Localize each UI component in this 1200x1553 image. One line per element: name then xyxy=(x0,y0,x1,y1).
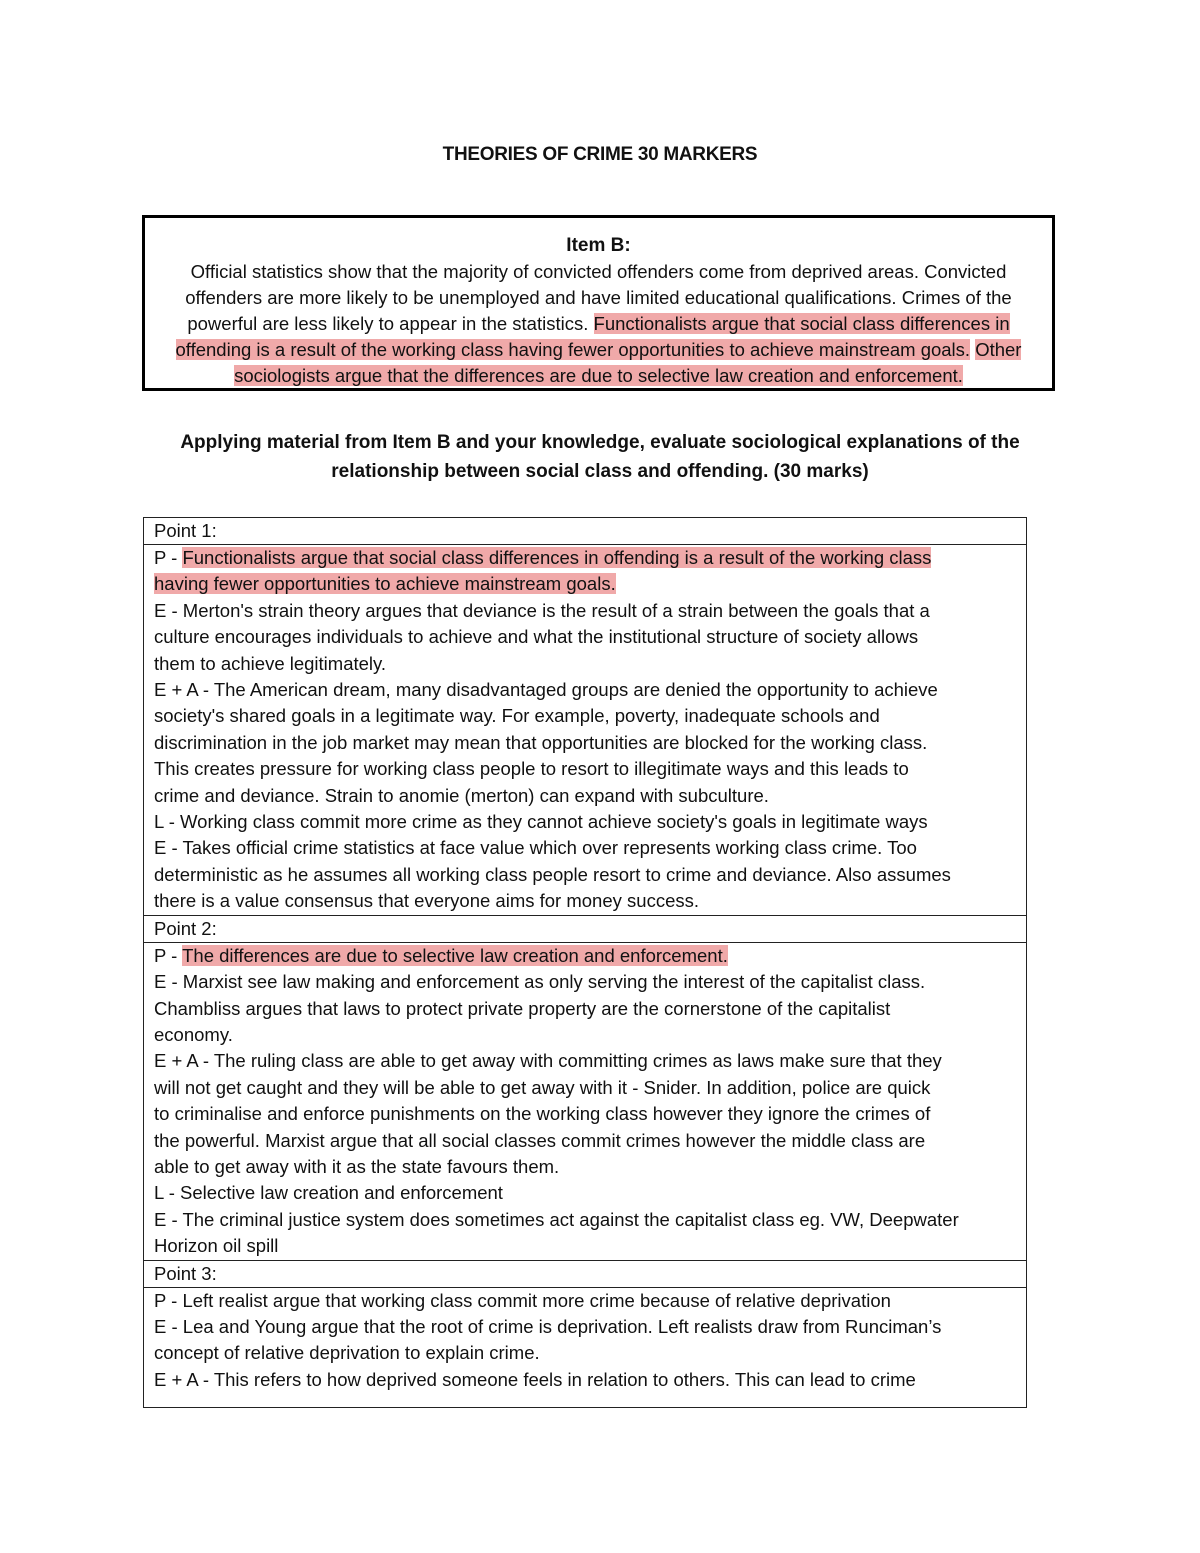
point-line: E - Marxist see law making and enforcement as only serving the interest of the capitalist class. xyxy=(154,971,926,993)
item-b-highlight-selective-law: Other sociologists argue that the differences are due to selective law creation and enforcement. xyxy=(234,339,1022,386)
point-2-header xyxy=(144,915,1026,942)
point-line: Chambliss argues that laws to protect private property are the cornerstone of the capitalist xyxy=(154,997,891,1019)
point-line: deterministic as he assumes all working class people resort to crime and deviance. Also assumes xyxy=(154,863,951,885)
point-line: E + A - This refers to how deprived someone feels in relation to others. This can lead to crime xyxy=(154,1368,916,1390)
point-line: able to get away with it as the state favours them. xyxy=(154,1155,560,1177)
point-3-body xyxy=(144,1287,1026,1408)
point-1-header xyxy=(144,518,1026,544)
point-line: E - Takes official crime statistics at face value which over represents working class crime. Too xyxy=(154,837,917,859)
point-line: to criminalise and enforce punishments on the working class however they ignore the crimes of xyxy=(154,1103,931,1125)
point-highlight: Functionalists argue that social class differences in offending is a result of the working class xyxy=(182,547,932,568)
point-3-header xyxy=(144,1260,1026,1287)
point-line: the powerful. Marxist argue that all social classes commit crimes however the middle class are xyxy=(154,1129,926,1151)
point-line: L - Selective law creation and enforcement xyxy=(154,1182,503,1204)
point-line: Horizon oil spill xyxy=(154,1235,279,1257)
point-label: Point 3: xyxy=(154,1262,217,1284)
point-line: concept of relative deprivation to explain crime. xyxy=(154,1342,540,1364)
point-line xyxy=(154,943,1016,969)
point-line: there is a value consensus that everyone aims for money success. xyxy=(154,890,699,912)
point-line: E - Lea and Young argue that the root of crime is deprivation. Left realists draw from Runciman’s xyxy=(154,1315,942,1337)
points-table xyxy=(143,517,1027,1408)
point-label: Point 1: xyxy=(154,520,217,541)
item-b-highlight-functionalists: Functionalists argue that social class differences in offending is a result of the working class having fewer opportunities to achieve mainstream goals. xyxy=(175,313,1010,360)
point-line: society's shared goals in a legitimate way. For example, poverty, inadequate schools and xyxy=(154,705,880,727)
essay-question xyxy=(0,428,1200,486)
point-line: This creates pressure for working class people to resort to illegitimate ways and this leads to xyxy=(154,758,909,780)
document-title: THEORIES OF CRIME 30 MARKERS xyxy=(442,144,758,165)
point-2-body xyxy=(144,942,1026,1260)
item-b-heading: Item B: xyxy=(566,235,631,256)
point-line: E + A - The ruling class are able to get away with committing crimes as laws make sure that they xyxy=(154,1050,942,1072)
point-line: culture encourages individuals to achieve and what the institutional structure of society allows xyxy=(154,626,919,648)
point-highlight: having fewer opportunities to achieve mainstream goals. xyxy=(154,573,616,595)
point-line: E + A - The American dream, many disadvantaged groups are denied the opportunity to achieve xyxy=(154,679,938,701)
point-line: discrimination in the job market may mean that opportunities are blocked for the working class. xyxy=(154,731,928,753)
p-prefix: P - xyxy=(154,944,183,966)
point-line xyxy=(154,571,1016,597)
item-b-plain-text: Official statistics show that the majority of convicted offenders come from deprived areas. Convicted offenders are more likely to be unemployed and have limited educational qualifications. Crimes of the powerful are less likely to appear in the statistics. xyxy=(185,261,1012,334)
item-b-box xyxy=(142,215,1055,391)
point-line: will not get caught and they will be able to get away with it - Snider. In addition, police are quick xyxy=(154,1076,931,1098)
question-line: Applying material from Item B and your knowledge, evaluate sociological explanations of the xyxy=(180,432,1020,453)
point-highlight: The differences are due to selective law creation and enforcement. xyxy=(182,944,728,966)
item-b-text xyxy=(145,259,1052,389)
point-line xyxy=(154,545,1016,571)
p-prefix: P - xyxy=(154,547,183,568)
point-line: economy. xyxy=(154,1023,233,1045)
point-line: L - Working class commit more crime as they cannot achieve society's goals in legitimate ways xyxy=(154,811,928,833)
point-line: E - Merton's strain theory argues that deviance is the result of a strain between the goals that a xyxy=(154,599,930,621)
point-line: P - Left realist argue that working class commit more crime because of relative deprivation xyxy=(154,1289,891,1311)
question-line: relationship between social class and offending. (30 marks) xyxy=(331,461,869,482)
point-line: them to achieve legitimately. xyxy=(154,652,387,674)
point-line: crime and deviance. Strain to anomie (merton) can expand with subculture. xyxy=(154,784,769,806)
point-1-body xyxy=(144,544,1026,915)
point-label: Point 2: xyxy=(154,917,217,939)
point-line: E - The criminal justice system does sometimes act against the capitalist class eg. VW, Deepwater xyxy=(154,1208,959,1230)
